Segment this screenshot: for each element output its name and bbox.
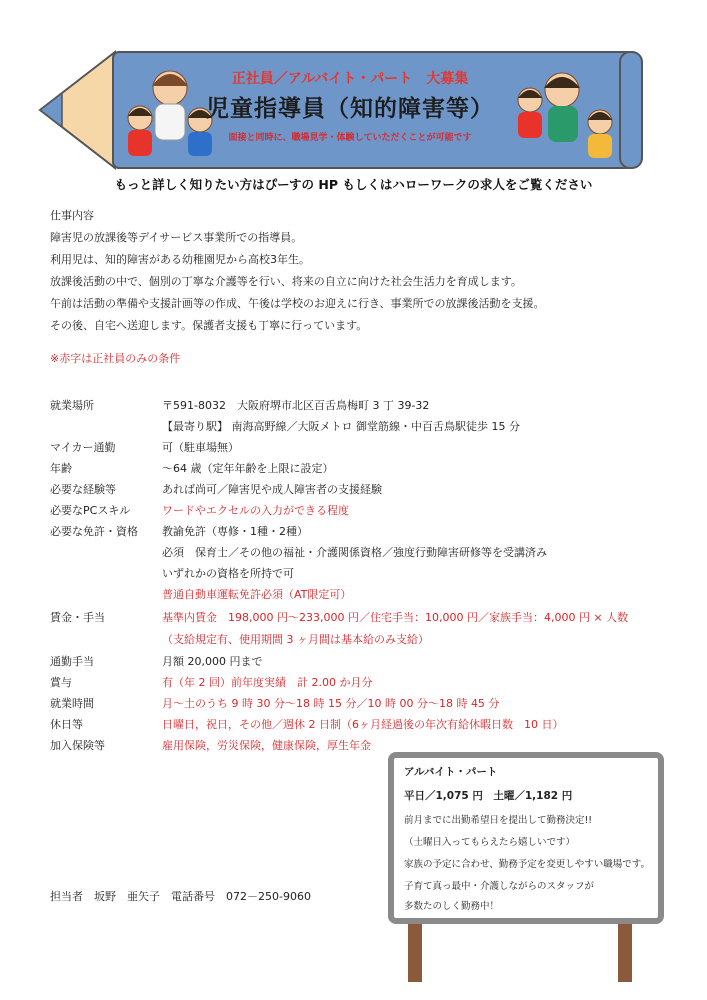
signboard-line: （土曜日入ってもらえたら嬉しいです） — [404, 837, 576, 848]
detail-row-driving-license — [50, 585, 670, 605]
description-line: その後、自宅へ送迎します。保護者支援も丁寧に行っています。 — [50, 319, 368, 332]
detail-row-hours — [50, 694, 670, 714]
detail-label: 就業場所 — [50, 399, 94, 412]
detail-row-experience — [50, 480, 670, 500]
detail-value: 月～土のうち 9 時 30 分～18 時 15 分／10 時 00 分～18 時 45 分 — [162, 697, 500, 710]
part-time-signboard — [388, 752, 664, 924]
description-line: 障害児の放課後等デイサービス事業所での指導員。 — [50, 231, 303, 244]
signboard-line: 前月までに出勤希望日を提出して勤務決定!! — [404, 815, 593, 826]
detail-value: 雇用保険，労災保険，健康保険，厚生年金 — [162, 739, 371, 752]
detail-row-license-any — [50, 564, 670, 584]
detail-value: 日曜日，祝日，その他／週休 2 日制（6ヶ月経過後の年次有給休暇日数 10 日） — [162, 718, 564, 731]
pencil-lead — [40, 93, 62, 127]
description-line: 放課後活動の中で、個別の丁寧な介護等を行い、将来の自立に向けた社会生活力を育成します。 — [50, 275, 522, 288]
banner-job-title: 児童指導員（知的障害等） — [206, 96, 494, 122]
detail-row-holidays — [50, 715, 670, 735]
detail-value: いずれかの資格を所持で可 — [162, 567, 294, 580]
signboard-title: アルバイト・パート — [404, 766, 498, 778]
subhead: もっと詳しく知りたい方はぴーすの HP もしくはハローワークの求人をご覧ください — [114, 177, 593, 192]
detail-label: 必要な経験等 — [50, 483, 116, 496]
detail-label: 加入保険等 — [50, 739, 105, 752]
signboard-line: 多数たのしく勤務中！ — [404, 901, 500, 912]
detail-row-wages-note — [50, 630, 670, 650]
detail-value: 月額 20,000 円まで — [162, 655, 263, 668]
detail-label: マイカー通勤 — [50, 441, 116, 454]
detail-label: 賞与 — [50, 676, 72, 689]
pencil-end — [620, 52, 642, 168]
detail-value: 普通自動車運転免許必須（AT限定可） — [162, 588, 352, 601]
detail-label: 賃金・手当 — [50, 611, 105, 624]
detail-value: 可（駐車場無） — [162, 441, 239, 454]
detail-value: 〒591-8032 大阪府堺市北区百舌鳥梅町 3 丁 39-32 — [162, 399, 430, 412]
detail-label: 通勤手当 — [50, 655, 94, 668]
detail-label: 必要なPCスキル — [50, 504, 131, 517]
detail-value: 必須 保育士／その他の福祉・介護関係資格／強度行動障害研修等を受講済み — [162, 546, 547, 559]
banner-recruit-line: 正社員／アルバイト・パート 大募集 — [231, 71, 469, 87]
detail-label: 就業時間 — [50, 697, 94, 710]
detail-row-wages — [50, 608, 670, 628]
detail-row-station — [50, 417, 670, 437]
detail-row-commute — [50, 652, 670, 672]
banner-note: 面接と同時に、職場見学・体験していただくことが可能です — [228, 133, 472, 143]
detail-row-license — [50, 522, 670, 542]
signboard-line: 家族の予定に合わせ、勤務予定を変更しやすい職場です。 — [404, 859, 650, 870]
detail-row-car — [50, 438, 670, 458]
detail-value: 基準内賃金 198,000 円～233,000 円／住宅手当：10,000 円／家族手当：4,000 円 × 人数 — [162, 611, 629, 624]
detail-row-bonus — [50, 673, 670, 693]
detail-value: （支給規定有、使用期間 3 ヶ月間は基本給のみ支給） — [162, 633, 429, 646]
signboard-line: 子育て真っ最中・介護しながらのスタッフが — [404, 881, 595, 892]
detail-row-location — [50, 396, 670, 416]
description-line: 利用児は、知的障害がある幼稚園児から高校3年生。 — [50, 253, 310, 266]
detail-row-age — [50, 459, 670, 479]
detail-value: 【最寄り駅】 南海高野線／大阪メトロ 御堂筋線・中百舌鳥駅徒歩 15 分 — [162, 420, 520, 433]
detail-value: 有（年 2 回）前年度実績 計 2.00 か月分 — [162, 676, 373, 689]
detail-value: 教諭免許（専修・1種・2種） — [162, 525, 308, 538]
detail-value: あれば尚可／障害児や成人障害者の支援経験 — [162, 483, 382, 496]
description-heading: 仕事内容 — [50, 209, 94, 222]
detail-row-pc-skill — [50, 501, 670, 521]
red-text-note: ※赤字は正社員のみの条件 — [50, 352, 181, 365]
detail-label: 年齢 — [50, 462, 72, 475]
detail-label: 休日等 — [50, 718, 83, 731]
detail-row-license-required — [50, 543, 670, 563]
detail-value: ～64 歳（定年年齢を上限に設定） — [162, 462, 334, 475]
contact-info: 担当者 坂野 亜矢子 電話番号 072－250-9060 — [50, 890, 311, 903]
job-description — [50, 205, 545, 337]
detail-value: ワードやエクセルの入力ができる程度 — [162, 504, 349, 517]
detail-label: 必要な免許・資格 — [50, 525, 138, 538]
signboard-price: 平日／1,075 円 土曜／1,182 円 — [404, 790, 573, 802]
description-line: 午前は活動の準備や支援計画等の作成、午後は学校のお迎えに行き、事業所での放課後活動を支援。 — [50, 297, 545, 310]
